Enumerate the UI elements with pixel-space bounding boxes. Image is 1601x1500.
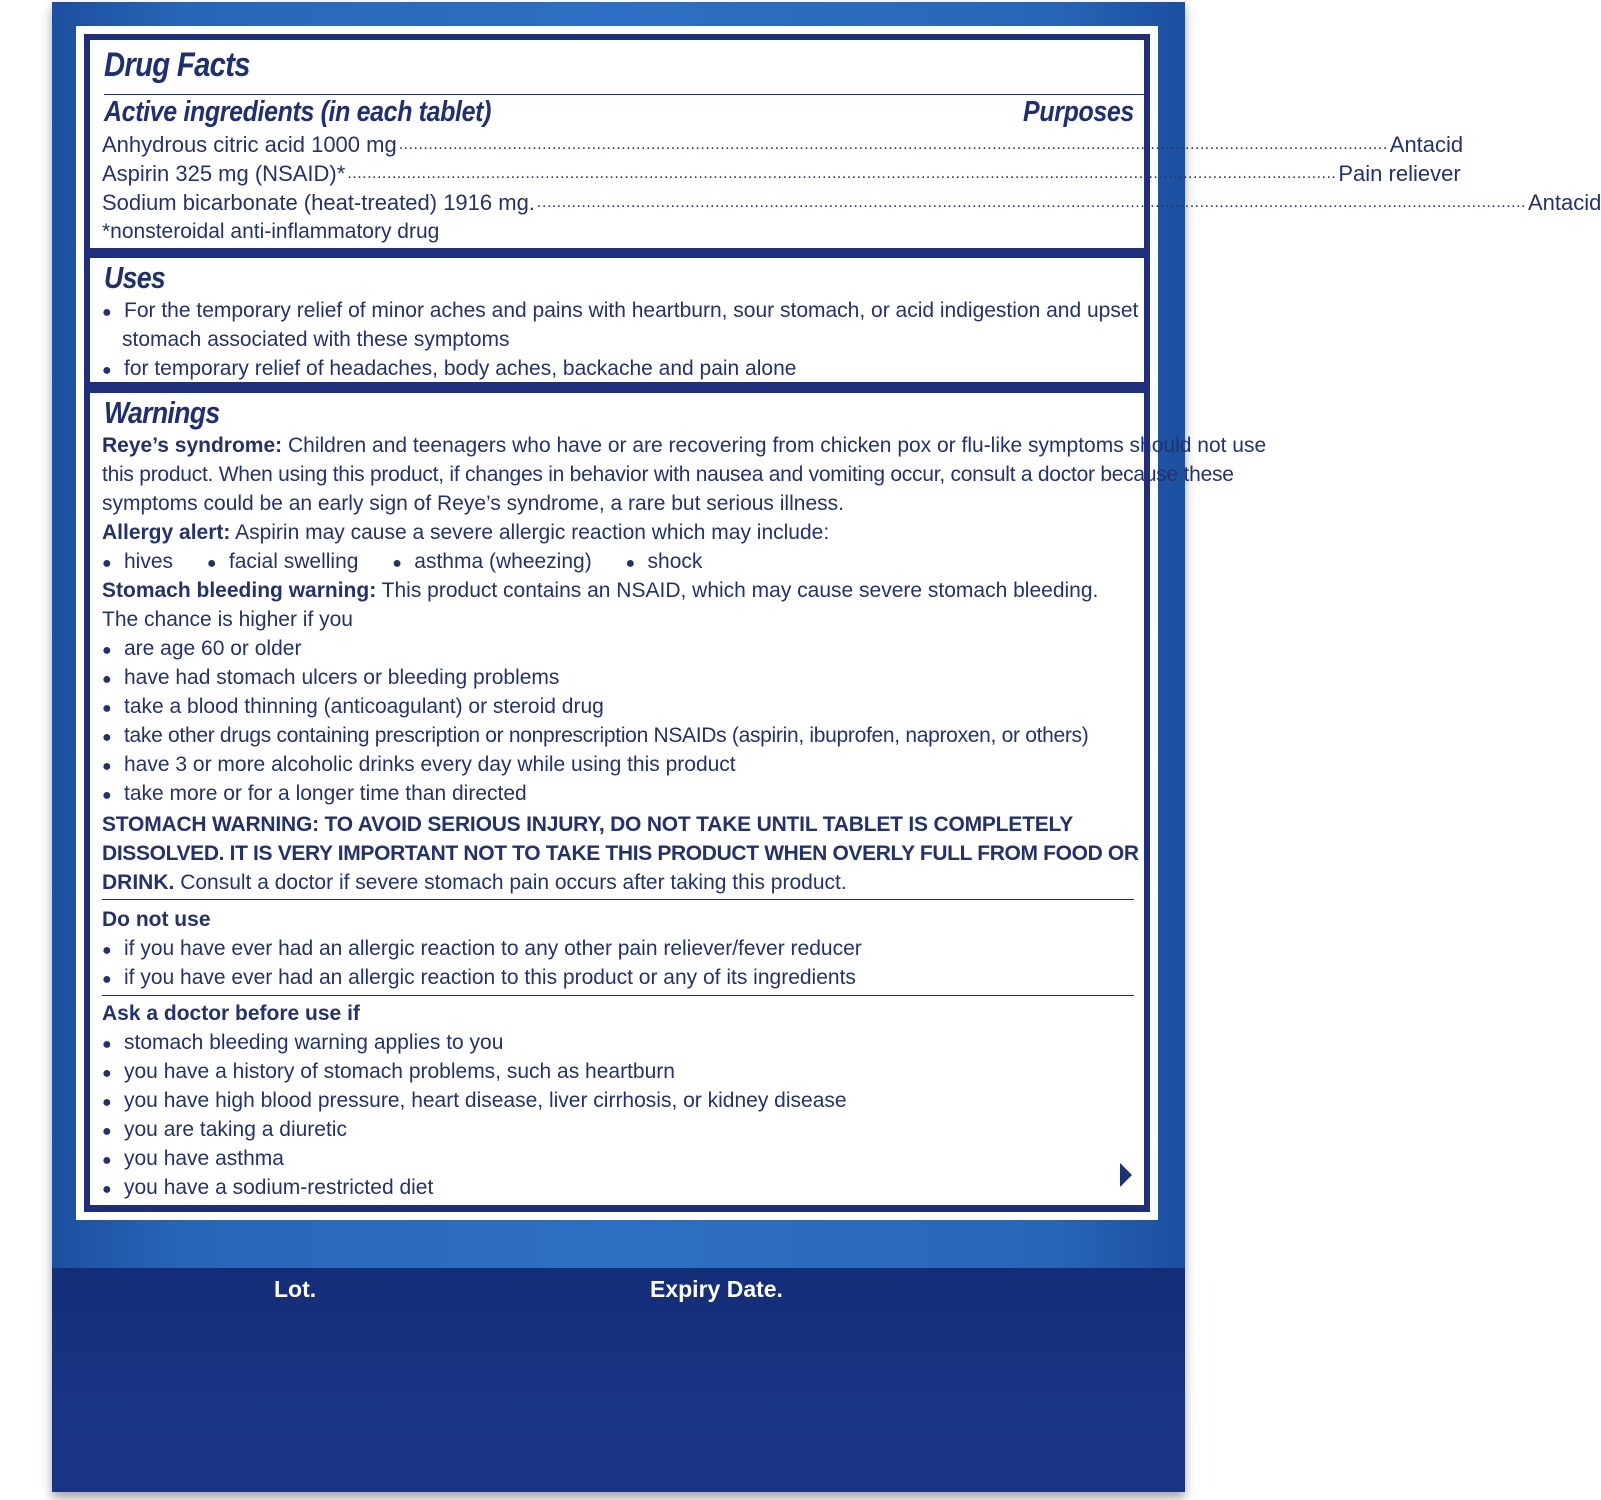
list-item-text: For the temporary relief of minor aches and pains with heartburn, sour stomach, or acid indigestion and upset (124, 299, 1139, 322)
stomach-bleeding-warning (102, 576, 1116, 605)
list-item-text: take more or for a longer time than directed (124, 782, 527, 805)
bullet-icon: ● (102, 700, 112, 717)
list-item (102, 721, 1088, 752)
list-item (392, 547, 591, 578)
ingredient-row (102, 188, 1601, 217)
list-item (102, 354, 796, 385)
expiry-date-label: Expiry Date. (650, 1276, 783, 1302)
leader-dots: ........................................................................................................................................................................................................ (347, 165, 1337, 182)
bullet-icon: ● (102, 1152, 112, 1169)
continue-arrow-icon (1120, 1163, 1132, 1187)
bullet-icon: ● (102, 1181, 112, 1198)
drug-facts-title: Drug Facts (104, 46, 250, 84)
stomach-label: Stomach bleeding warning: (102, 579, 377, 602)
ingredient-purpose: Pain reliever (1338, 161, 1461, 186)
bullet-icon: ● (102, 1094, 112, 1111)
ingredient-purpose: Antacid (1527, 190, 1601, 215)
list-item-text: you have asthma (124, 1147, 284, 1170)
bullet-icon: ● (102, 787, 112, 804)
list-item-text: if you have ever had an allergic reaction to any other pain reliever/fever reducer (124, 937, 862, 960)
bullet-icon: ● (102, 362, 112, 379)
bullet-icon: ● (102, 1065, 112, 1082)
list-item-text: have 3 or more alcoholic drinks every day while using this product (124, 753, 736, 776)
bullet-icon: ● (102, 942, 112, 959)
uses-header: Uses (104, 260, 165, 295)
bullet-icon: ● (206, 555, 217, 572)
list-item (102, 1086, 847, 1117)
stomach-warning-caps: DISSOLVED. IT IS VERY IMPORTANT NOT TO TAKE THIS PRODUCT WHEN OVERLY FULL FROM FOOD OR (102, 842, 1139, 865)
active-ingredients-section (90, 40, 1601, 248)
bullet-icon: ● (102, 304, 112, 321)
list-item (102, 547, 173, 578)
leader-dots: ........................................................................................................................................................................................................ (536, 194, 1526, 211)
list-item-text: for temporary relief of headaches, body aches, backache and pain alone (124, 357, 797, 380)
do-not-use-header: Do not use (102, 908, 211, 931)
warnings-header: Warnings (104, 395, 220, 430)
allergy-list (102, 547, 730, 578)
section-divider (102, 995, 1134, 996)
bullet-icon: ● (102, 1123, 112, 1140)
bullet-icon: ● (102, 971, 112, 988)
label-panel (76, 26, 1601, 1220)
list-item (626, 547, 703, 578)
box-bottom-band (52, 1268, 1185, 1492)
active-ingredients-header: Active ingredients (in each tablet) (104, 96, 492, 128)
ingredient-purpose: Antacid (1389, 132, 1464, 157)
bullet-icon: ● (102, 758, 112, 775)
chance-text: The chance is higher if you (102, 608, 353, 631)
bullet-icon: ● (102, 729, 112, 746)
list-item-text: you are taking a diuretic (124, 1118, 347, 1141)
list-item (102, 963, 856, 994)
stomach-warning-caps: STOMACH WARNING: TO AVOID SERIOUS INJURY, DO NOT TAKE UNTIL TABLET IS COMPLETELY (102, 813, 1074, 836)
list-item (102, 779, 527, 810)
reye-warning-line (102, 431, 1267, 460)
drug-facts-label (84, 34, 1601, 1212)
reye-text: Children and teenagers who have or are recovering from chicken pox or flu-like symptoms should not use (287, 434, 1267, 457)
list-item (102, 634, 301, 665)
lot-label: Lot. (274, 1276, 317, 1302)
list-item-text: you have a history of stomach problems, such as heartburn (124, 1060, 675, 1083)
list-item-text: you have high blood pressure, heart disease, liver cirrhosis, or kidney disease (124, 1089, 847, 1112)
package-box (52, 2, 1601, 1492)
uses-section (90, 258, 1144, 382)
ingredient-name: Aspirin 325 mg (NSAID)* (102, 161, 346, 186)
ingredient-name: Anhydrous citric acid 1000 mg (102, 132, 397, 157)
bullet-icon: ● (392, 555, 402, 572)
caps-rest: Consult a doctor if severe stomach pain occurs after taking this product. (180, 871, 847, 894)
list-item-text: are age 60 or older (124, 637, 302, 660)
list-item (102, 296, 1138, 327)
section-divider (102, 899, 1134, 900)
list-item (102, 1115, 347, 1146)
list-item (102, 663, 559, 694)
allergy-label: Allergy alert: (102, 521, 231, 544)
list-item-text: you have a sodium-restricted diet (124, 1176, 434, 1199)
list-item-text: take other drugs containing prescription or nonprescription NSAIDs (aspirin, ibuprofen, naproxen, or others) (124, 724, 1089, 747)
list-item-text: facial swelling (228, 550, 359, 573)
ingredient-name: Sodium bicarbonate (heat-treated) 1916 mg. (102, 190, 535, 215)
bullet-icon: ● (625, 555, 636, 572)
list-item (102, 1028, 503, 1059)
list-item (102, 750, 736, 781)
allergy-text: Aspirin may cause a severe allergic reaction which may include: (235, 521, 830, 544)
bullet-icon: ● (102, 555, 112, 572)
bullet-icon: ● (102, 642, 112, 659)
stomach-text: This product contains an NSAID, which may cause severe stomach bleeding. (381, 579, 1099, 602)
list-item-text: shock (647, 550, 703, 573)
bullet-icon: ● (102, 1036, 112, 1053)
leader-dots: ........................................................................................................................................................................................................ (398, 136, 1388, 153)
list-item (102, 1173, 433, 1204)
list-item (102, 1144, 284, 1175)
list-item-text: have had stomach ulcers or bleeding problems (124, 666, 560, 689)
reye-warning-line: this product. When using this product, if changes in behavior with nausea and vomiting occur, consult a doctor because these (102, 463, 1234, 486)
reye-warning-line: symptoms could be an early sign of Reye’s syndrome, a rare but serious illness. (102, 492, 844, 515)
list-item (102, 692, 604, 723)
list-item-text: if you have ever had an allergic reaction to this product or any of its ingredients (124, 966, 856, 989)
ask-doctor-header: Ask a doctor before use if (102, 1002, 360, 1025)
list-item-text: take a blood thinning (anticoagulant) or steroid drug (124, 695, 604, 718)
nsaid-footnote: *nonsteroidal anti-inflammatory drug (102, 220, 440, 243)
bullet-icon: ● (102, 671, 112, 688)
list-item (207, 547, 359, 578)
reye-label: Reye’s syndrome: (102, 434, 283, 457)
list-item-continued: stomach associated with these symptoms (122, 328, 510, 351)
purposes-header: Purposes (1023, 96, 1134, 128)
list-item (102, 1057, 675, 1088)
list-item-text: hives (124, 550, 174, 573)
ingredient-row (102, 159, 1461, 188)
stomach-warning-caps (102, 868, 1116, 897)
warnings-section (90, 393, 1267, 1205)
list-item-text: stomach bleeding warning applies to you (124, 1031, 504, 1054)
allergy-alert (102, 518, 1116, 547)
ingredient-row (102, 130, 1464, 159)
caps-bold: DRINK. (102, 871, 175, 894)
title-divider (104, 94, 1144, 95)
list-item (102, 934, 862, 965)
list-item-text: asthma (wheezing) (414, 550, 592, 573)
